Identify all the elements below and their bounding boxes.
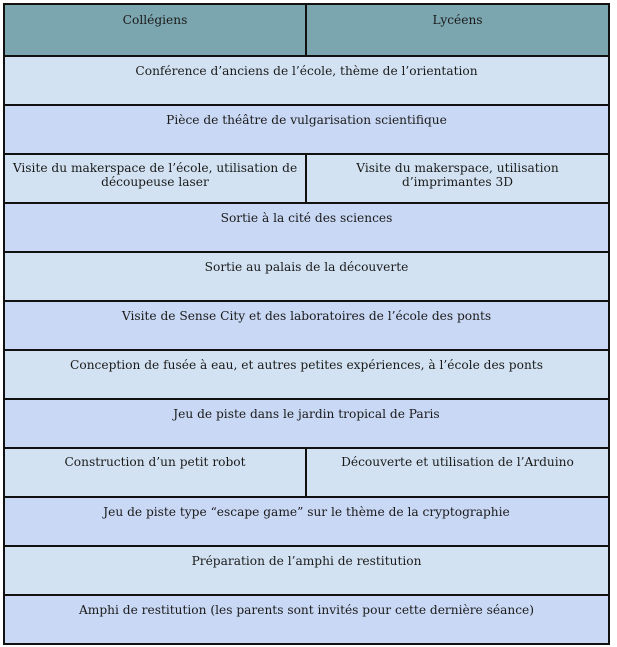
row-cell: Pièce de théâtre de vulgarisation scientifique [166, 113, 447, 127]
row-cell: Jeu de piste dans le jardin tropical de Paris [173, 407, 440, 421]
row-cell: Préparation de l’amphi de restitution [191, 554, 422, 568]
header-lycee: Lycéens [432, 13, 483, 27]
row-cell: Amphi de restitution (les parents sont invités pour cette dernière séance) [78, 603, 534, 617]
row-cell: Jeu de piste type “escape game” sur le thème de la cryptographie [103, 505, 510, 519]
row-cell: Conférence d’anciens de l’école, thème de l’orientation [135, 64, 478, 78]
row-cell-lycee: Découverte et utilisation de l’Arduino [341, 455, 574, 469]
table-row [5, 251, 608, 300]
table-row [5, 594, 608, 643]
row-cell-college: Visite du makerspace de l’école, utilisation de découpeuse laser [5, 155, 307, 202]
row-cell-college: Construction d’un petit robot [5, 449, 307, 496]
row-cell: Conception de fusée à eau, et autres petites expériences, à l’école des ponts [70, 358, 543, 372]
row-cell: Sortie au palais de la découverte [204, 260, 409, 274]
table-row [5, 496, 608, 545]
table-row [5, 300, 608, 349]
table-row [5, 104, 608, 153]
table-row [5, 349, 608, 398]
activities-table [3, 3, 610, 645]
row-cell: Sortie à la cité des sciences [220, 211, 393, 225]
row-cell-lycee: Visite du makerspace, utilisation d’imprimantes 3D [356, 161, 559, 189]
table-row [5, 398, 608, 447]
header-college: Collégiens [5, 5, 307, 55]
table-row [5, 447, 608, 496]
table-row [5, 55, 608, 104]
row-cell: Visite de Sense City et des laboratoires de l’école des ponts [121, 309, 492, 323]
table-row [5, 202, 608, 251]
table-row [5, 153, 608, 202]
table-header-row [5, 5, 608, 55]
table-row [5, 545, 608, 594]
